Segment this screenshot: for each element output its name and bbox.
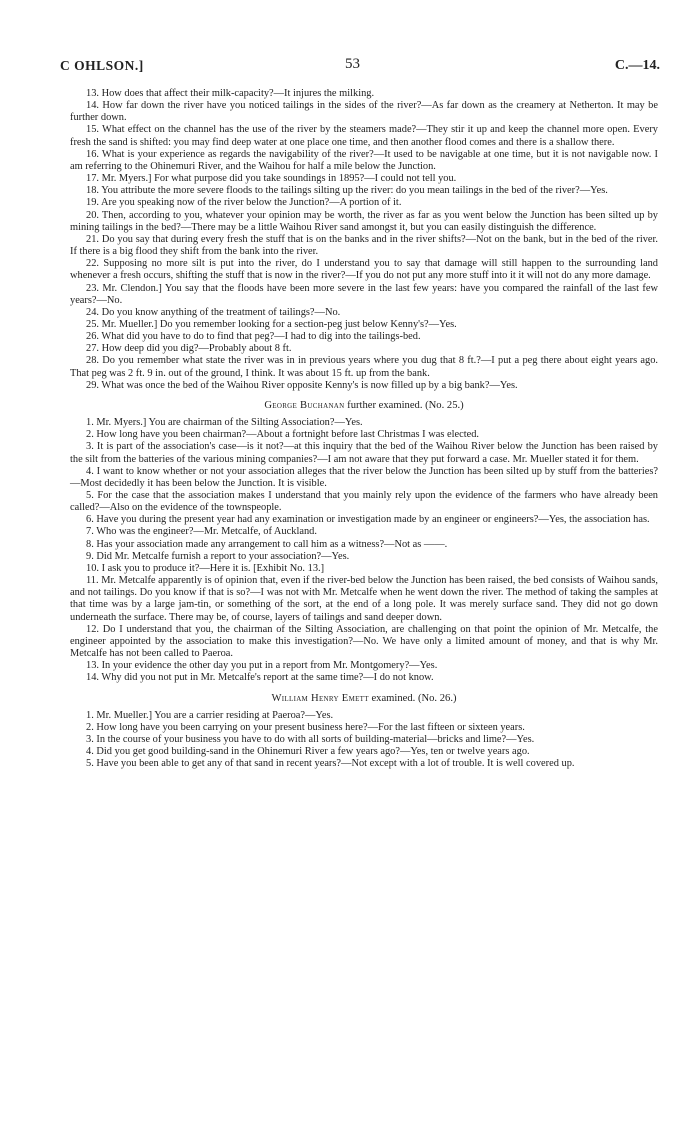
question-answer: 5. Have you been able to get any of that sand in recent years?—Not except with a lot of trouble. It is well covered up. bbox=[86, 758, 575, 770]
question-answer: 2. How long have you been carrying on your present business here?—For the last fifteen or sixteen years. bbox=[86, 721, 525, 733]
question-answer: 4. I want to know whether or not your association alleges that the river below the Junction has been silted up by stuff from the batteries?—Most decidedly it has been below the Junction. It is visible. bbox=[70, 465, 658, 489]
ohlson-testimony bbox=[70, 88, 658, 392]
question-answer: 6. Have you during the present year had any examination or investigation made by an engineer or engineers?—Yes, the association has. bbox=[86, 514, 650, 526]
question-answer: 7. Who was the engineer?—Mr. Metcalfe, of Auckland. bbox=[86, 526, 317, 538]
page-header bbox=[60, 56, 660, 80]
page-number: 53 bbox=[345, 56, 360, 72]
question-answer: 10. I ask you to produce it?—Here it is. [Exhibit No. 13.] bbox=[86, 562, 325, 574]
question-answer: 27. How deep did you dig?—Probably about 8 ft. bbox=[86, 343, 292, 355]
question-answer: 21. Do you say that during every fresh the stuff that is on the banks and in the river shifts?—Not on the bank, but in the bed of the river. If there is a big flood they shift from the bank into the river. bbox=[70, 233, 658, 258]
question-answer: 26. What did you have to do to find that peg?—I had to dig into the tailings-bed. bbox=[86, 331, 421, 343]
document-page bbox=[60, 56, 660, 770]
heading-text: further examined. (No. 25.) bbox=[347, 399, 464, 411]
question-answer: 13. In your evidence the other day you put in a report from Mr. Montgomery?—Yes. bbox=[86, 660, 438, 672]
question-answer: 12. Do I understand that you, the chairman of the Silting Association, are challenging on that point the opinion of Mr. Metcalfe, the engineer appointed by the association to make this investigation?—No. We have only a limited amount of money, and that is why Mr. Metcalfe has not been called to Paeroa. bbox=[70, 623, 658, 660]
header-witness-ref: C OHLSON.] bbox=[60, 58, 144, 73]
section-heading-emett bbox=[70, 693, 658, 705]
heading-text: examined. (No. 26.) bbox=[371, 692, 457, 704]
question-answer: 5. For the case that the association makes I understand that you mainly rely upon the evidence of the farmers who have already been called?—Also on the evidence of the townspeople. bbox=[70, 490, 658, 514]
question-answer: 17. Mr. Myers.] For what purpose did you take soundings in 1895?—I could not tell you. bbox=[86, 173, 457, 185]
question-answer: 8. Has your association made any arrangement to call him as a witness?—Not as ——. bbox=[86, 538, 448, 550]
question-answer: 14. Why did you not put in Mr. Metcalfe's report at the same time?—I do not know. bbox=[86, 672, 434, 684]
document-body bbox=[70, 88, 658, 770]
question-answer: 28. Do you remember what state the river was in in previous years where you dug that 8 ft.?—I put a peg there about eight years ago. That peg was 2 ft. 9 in. out of the ground, I think. It was about 15 ft. up from the bank. bbox=[70, 355, 658, 379]
question-answer: 1. Mr. Mueller.] You are a carrier residing at Paeroa?—Yes. bbox=[86, 709, 334, 721]
question-answer: 15. What effect on the channel has the use of the river by the steamers made?—They stir it up and keep the channel more open. Every fresh the sand is shifted: you may find deep water at one place one time, and then another flood comes and there is a shallow there. bbox=[70, 124, 658, 148]
question-answer: 13. How does that affect their milk-capacity?—It injures the milking. bbox=[86, 88, 375, 99]
question-answer: 20. Then, according to you, whatever your opinion may be worth, the river as far as you went below the Junction has been silted up by mining tailings in the bed?—There may be a little Waihou River sand amongst it, but you can easily distinguish the difference. bbox=[70, 209, 658, 233]
question-answer: 22. Supposing no more silt is put into the river, do I understand you to say that damage will still happen to the surrounding land whenever a fresh occurs, shifting the stuff that is now in the river?—If you do not put any more stuff into it it will not do any more damage. bbox=[70, 258, 658, 282]
question-answer: 3. In the course of your business you have to do with all sorts of building-material—bricks and lime?—Yes. bbox=[86, 733, 535, 745]
document-code: C.—14. bbox=[614, 58, 660, 73]
question-answer: 23. Mr. Clendon.] You say that the floods have been more severe in the last few years: have you compared the rainfall of the last few years?—No. bbox=[70, 282, 658, 306]
question-answer: 9. Did Mr. Metcalfe furnish a report to your association?—Yes. bbox=[86, 550, 350, 562]
question-answer: 24. Do you know anything of the treatment of tailings?—No. bbox=[86, 306, 341, 318]
question-answer: 18. You attribute the more severe floods to the tailings silting up the river: do you mean tailings in the bed of the river?—Yes. bbox=[86, 185, 608, 197]
question-answer: 16. What is your experience as regards the navigability of the river?—It used to be navigable at one time, but it is not navigable now. I am referring to the Ohinemuri River, and the Waihou for half a mile below the Junction. bbox=[70, 148, 658, 172]
question-answer: 19. Are you speaking now of the river below the Junction?—A portion of it. bbox=[86, 197, 402, 209]
question-answer: 14. How far down the river have you noticed tailings in the sides of the river?—As far down as the creamery at Netherton. It may be further down. bbox=[70, 100, 658, 124]
question-answer: 29. What was once the bed of the Waihou River opposite Kenny's is now filled up by a big bank?—Yes. bbox=[86, 379, 518, 391]
emett-testimony bbox=[70, 710, 658, 771]
buchanan-testimony bbox=[70, 417, 658, 684]
section-heading-buchanan bbox=[70, 400, 658, 412]
question-answer: 3. It is part of the association's case—is it not?—at this inquiry that the bed of the Waihou River below the Junction has been raised by the silt from the batteries of the various mining companies?—I am not aware that they put forward a case. Mr. Mueller stated it for them. bbox=[70, 441, 658, 465]
witness-name: William Henry Emett bbox=[271, 692, 369, 704]
question-answer: 11. Mr. Metcalfe apparently is of opinion that, even if the river-bed below the Junction has been raised, the bed consists of Waihou sands, and not tailings. Do you know if that is so?—I was not with Mr. Metcalfe when he went down the river. The method of taking the samples at that time was by a large jam-tin, or something of the sort, at the end of a long pole. It was merely surface sand. They did not go down underneath the surface. There may be, of course, layers of tailings and sand deeper down. bbox=[70, 575, 658, 623]
question-answer: 25. Mr. Mueller.] Do you remember looking for a section-peg just below Kenny's?—Yes. bbox=[86, 318, 457, 330]
witness-name: George Buchanan bbox=[264, 399, 345, 411]
question-answer: 1. Mr. Myers.] You are chairman of the Silting Association?—Yes. bbox=[86, 417, 363, 429]
question-answer: 2. How long have you been chairman?—About a fortnight before last Christmas I was elected. bbox=[86, 429, 479, 441]
question-answer: 4. Did you get good building-sand in the Ohinemuri River a few years ago?—Yes, ten or twelve years ago. bbox=[86, 746, 530, 758]
